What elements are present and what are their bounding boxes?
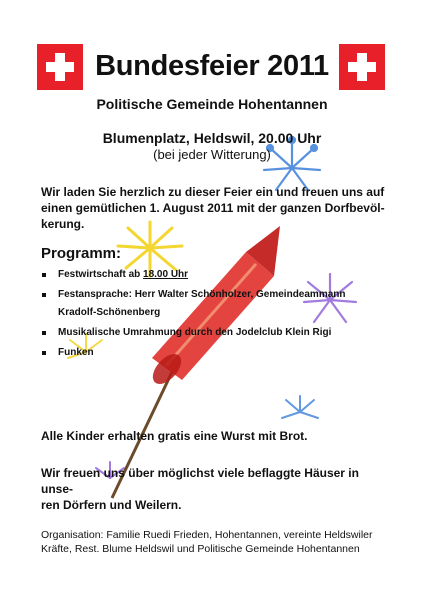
bullet-icon	[42, 351, 46, 355]
invitation-line: kerung.	[41, 217, 85, 231]
program-item: Funken	[41, 344, 391, 362]
invitation-line: einen gemütlichen 1. August 2011 mit der ganzen Dorfbevöl-	[41, 201, 385, 215]
program-heading: Programm:	[41, 245, 122, 262]
location-time: Blumenplatz, Heldswil, 20.00 Uhr	[102, 130, 322, 146]
program-item: Musikalische Umrahmung durch den Jodelclub Klein Rigi	[41, 324, 391, 342]
flags-note-line: ren Dörfern und Weilern.	[41, 498, 182, 512]
municipality-subtitle: Politische Gemeinde Hohentannen	[96, 96, 328, 112]
program-time: 18.00 Uhr	[143, 269, 189, 280]
swiss-flag-right	[339, 44, 385, 90]
program-item: Festansprache: Herr Walter Schönholzer, Gemeindeammann Kradolf-Schönenberg	[41, 286, 391, 322]
weather-note: (bei jeder Witterung)	[153, 147, 271, 162]
organisation-credits	[41, 528, 391, 556]
program-item: Festwirtschaft ab 18.00 Uhr	[41, 266, 391, 284]
bullet-icon	[42, 331, 46, 335]
organisation-line: Kräfte, Rest. Blume Heldswil und Politische Gemeinde Hohentannen	[41, 543, 360, 555]
page-title: Bundesfeier 2011	[95, 50, 329, 82]
swiss-flag-left	[37, 44, 83, 90]
bullet-icon	[42, 273, 46, 277]
organisation-line: Organisation: Familie Ruedi Frieden, Hohentannen, vereinte Heldswiler	[41, 529, 373, 541]
invitation-text	[41, 184, 391, 232]
invitation-line: Wir laden Sie herzlich zu dieser Feier ein und freuen uns auf	[41, 185, 385, 199]
bullet-icon	[42, 293, 46, 297]
flags-note	[41, 465, 391, 513]
program-list	[41, 266, 391, 364]
flags-note-line: Wir freuen uns über möglichst viele beflaggte Häuser in unse-	[41, 466, 359, 496]
kids-note: Alle Kinder erhalten gratis eine Wurst mit Brot.	[41, 429, 308, 443]
